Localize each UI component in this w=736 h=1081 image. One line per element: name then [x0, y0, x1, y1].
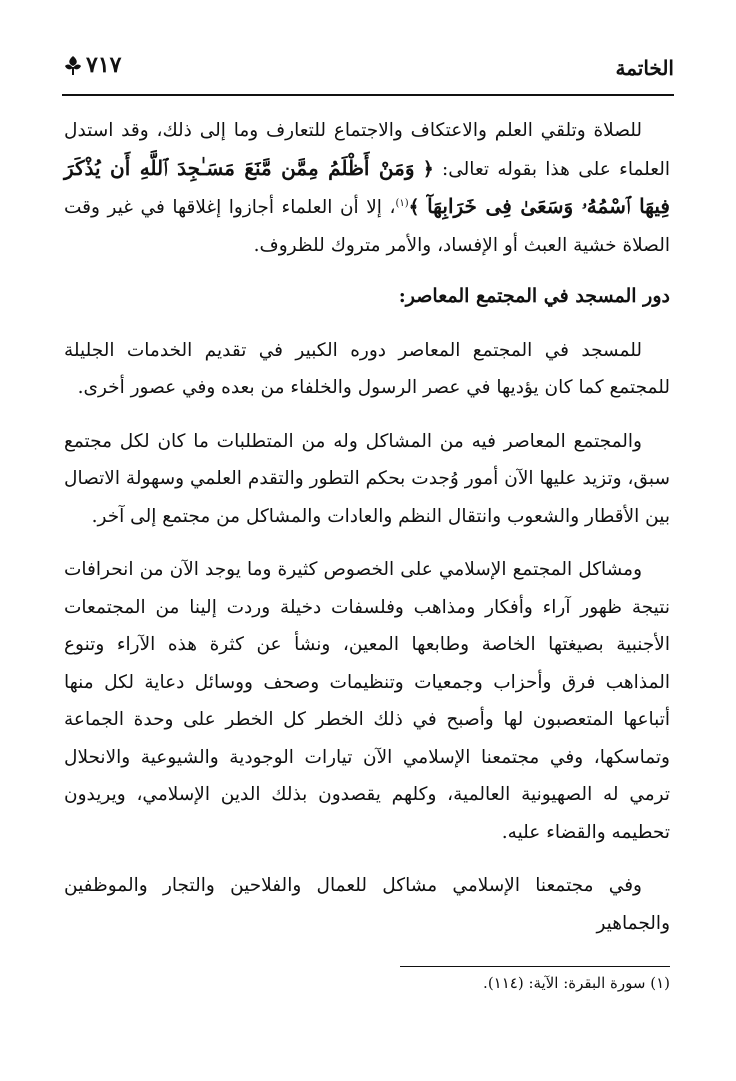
section-title: دور المسجد في المجتمع المعاصر: — [398, 285, 670, 307]
footnote: (١) سورة البقرة: الآية: (١١٤). — [483, 974, 670, 992]
paragraph-1 — [64, 112, 670, 264]
paragraph-5: وفي مجتمعنا الإسلامي مشاكل للعمال والفلاحين والتجار والموظفين والجماهير — [64, 875, 670, 934]
page-number: ٧١٧ — [86, 52, 122, 78]
paragraph-1-text: للصلاة وتلقي العلم والاعتكاف والاجتماع للتعارف وما إلى ذلك، وقد استدل العلماء على هذا بقوله تعالى: — [64, 120, 670, 180]
page-header — [62, 50, 674, 96]
page-body — [64, 112, 670, 942]
quran-close-bracket: ﴾ — [408, 197, 420, 218]
quran-verse: وَمَنْ أَظْلَمُ مِمَّن مَّنَعَ مَسَـٰجِدَ ٱللَّهِ أَن يُذْكَرَ فِيهَا ٱسْمُهُۥ وَسَعَىٰ فِى خَرَابِهَآ — [64, 155, 670, 218]
quran-open-bracket: ﴿ — [422, 158, 434, 180]
page-number-group — [62, 52, 121, 78]
footnote-marker: (١) — [395, 197, 409, 209]
footnote-divider — [400, 966, 670, 967]
paragraph-3: والمجتمع المعاصر فيه من المشاكل وله من المتطلبات ما كان لكل مجتمع سبق، وتزيد عليها الآن أمور وُجدت بحكم التطور والتقدم العلمي وسهولة الاتصال بين الأقطار والشعوب وانتقال النظم والعادات والمشاكل من مجتمع إلى آخر. — [64, 430, 670, 527]
paragraph-2: للمسجد في المجتمع المعاصر دوره الكبير في تقديم الخدمات الجليلة للمجتمع كما كان يؤديها في عصر الرسول والخلفاء من بعده وفي عصور أخرى. — [64, 339, 670, 398]
paragraph-4: ومشاكل المجتمع الإسلامي على الخصوص كثيرة وما يوجد الآن من انحرافات نتيجة ظهور آراء وأفكار ومذاهب وفلسفات دخيلة وردت إلينا من المجتمعات الأجنبية بصيغتها الخاصة وطابعها المعين، ونشأ عن كثرة هذه الآراء وتنوع المذاهب فرق وأحزاب وجمعيات وتنظيمات وصحف ووسائل دعاية لكل منها أتباعها المتعصبون لها وأصبح في ذلك الخطر كل الخطر على وحدة الجماعة وتماسكها، وفي مجتمعنا الإسلامي الآن تيارات الوجودية والشيوعية والانحلال ترمي له الصهيونية العالمية، وكلهم يقصدون بذلك الدين الإسلامي، ويريدون تحطيمه والقضاء عليه. — [64, 559, 670, 843]
running-title: الخاتمة — [615, 56, 674, 80]
floral-ornament-icon — [62, 54, 84, 76]
paragraph-1-end: ، إلا أن العلماء أجازوا إغلاقها في غير وقت الصلاة خشية العبث أو الإفساد، والأمر متروك للظروف. — [64, 197, 670, 256]
